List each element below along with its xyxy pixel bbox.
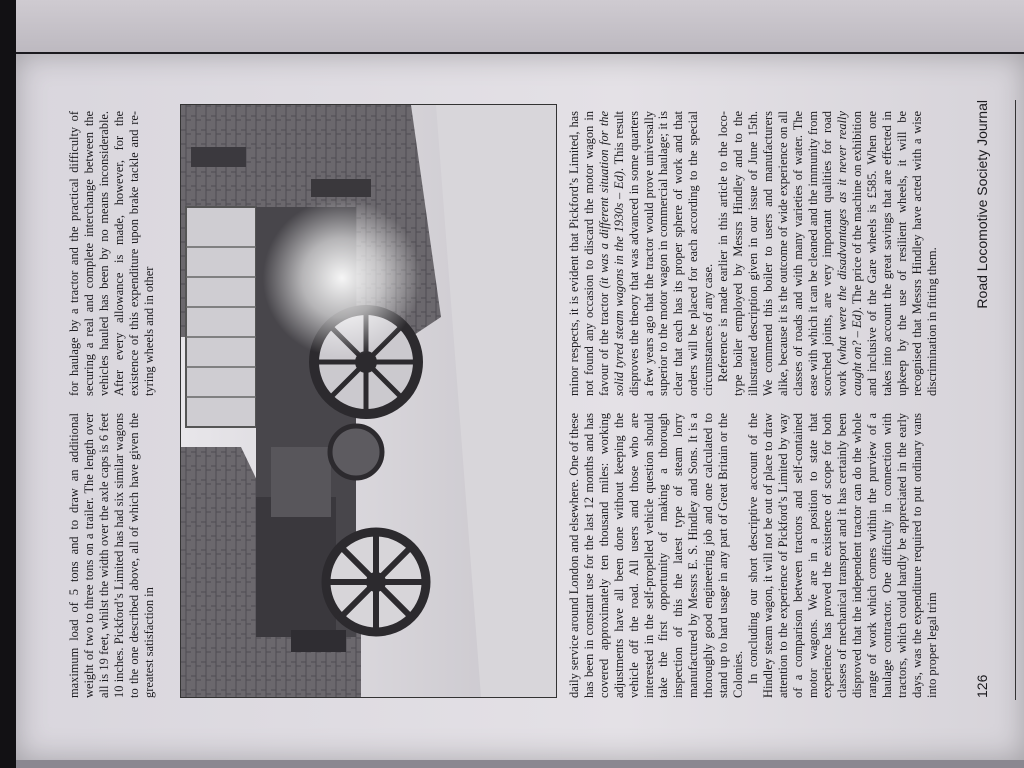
steam-wagon-photograph — [180, 104, 557, 698]
text-run: . The price of the machine on exhibition and inclusive of the Gare wheels is £585. When one takes into account the great savings that are effected in upkeep by the use of resilient wheels, it will be recognised that Messrs Hindley have acted with a wise discrimination in fitting them. — [850, 111, 939, 396]
paragraph: maximum load of 5 tons and to draw an additional weight of two to three tons on a trailer. The length over all is 19 feet, whilst the width over the axle caps is 6 feet 10 inches. Pickford’s Limited has had six similar wagons to the one described above, all of which have given the greatest satisfaction in — [67, 413, 156, 698]
page-stack-edge — [16, 760, 1024, 768]
editor-note: (what were the disadvantages as it never really caught on? – Ed) — [835, 111, 865, 396]
book-binding-shadow — [0, 0, 16, 768]
text-column-top-left — [67, 413, 156, 698]
text-run: minor respects, it is evident that Pickford’s Limited, has not found any occasion to discard the motor wagon in favour of the tractor — [567, 111, 611, 396]
journal-title: Road Locomotive Society Journal — [974, 100, 990, 309]
text-run: . This result disproves the theory that was advanced in some quarters a few years ago that the tractor would prove universally superior to the motor wagon in commercial haulage; it is clear that each has its proper sphere of work and that orders will be placed for each according to the special circumstances of any case. — [611, 111, 716, 396]
text-column-top-right — [67, 111, 156, 396]
steam-wagon-illustration — [181, 105, 556, 697]
rotated-page-content — [22, 58, 1007, 758]
page-number: 126 — [974, 674, 990, 698]
paragraph — [567, 111, 716, 396]
text-column-bottom-left — [567, 413, 940, 698]
text-column-bottom-right — [567, 111, 940, 396]
editor-note: (it was a different situation for the solid tyred steam wagons in the 1930s – Ed) — [596, 111, 626, 396]
front-wheel — [326, 532, 426, 632]
light-glare — [262, 198, 422, 358]
paragraph — [716, 111, 940, 396]
facing-page-edge — [16, 0, 1024, 52]
paragraph: daily service around London and elsewhere. One of these has been in constant use for the last 12 months and has covered approximately ten thousand miles: working adjustments have all been done without keeping the vehicle off the road. All users and those who are interested in the self-propelled vehicle question should take the first opportunity of making a thorough inspection of this the latest type of steam lorry manufactured by Messrs E. S. Hindley and Sons. It is a thoroughly good engineering job and one calculated to stand up to hard usage in any part of Great Britain or the Colonies. — [567, 413, 745, 698]
paragraph: In concluding our short descriptive account of the Hindley steam wagon, it will not be out of place to draw attention to the experience of Pickford’s Limited by way of a comparison between tractors and self-contained motor wagons. We are in a position to state that experience has proved the existence of scope for both classes of mechanical transport and it has certainly been disproved that the independent tractor can do the whole range of work which comes within the purview of a haulage contractor. One difficulty in connection with tractors, which could hardly be appreciated in the early days, was the expenditure required to put ordinary vans into proper legal trim — [745, 413, 939, 698]
footer-rule — [1015, 100, 1016, 700]
text-run: Reference is made earlier in this article to the loco-type boiler employed by Messrs Hindley and to the illustrated description given in our issue of June 15th. We commend this boiler to users and manufacturers alike, because it is the outcome of wide experience on all classes of roads and with many varieties of water. The ease with which it can be cleaned and the immunity from scorched joints, are very important qualities for road work — [716, 111, 850, 396]
paragraph: for haulage by a tractor and the practical difficulty of securing a real and complete interchange between the vehicles hauled has been by no means inconsiderable. After every allowance is made, however, for the existence of this expenditure upon brake tackle and re-tyring wheels and in other — [67, 111, 156, 396]
